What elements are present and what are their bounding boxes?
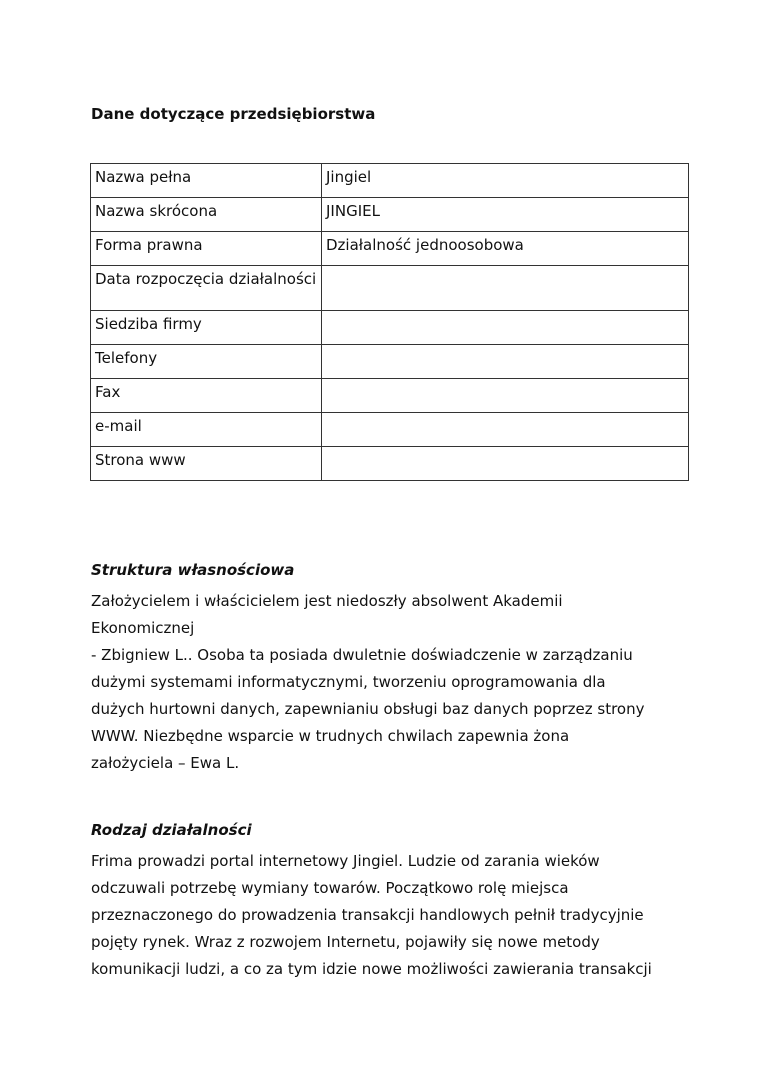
section-heading: Struktura własnościowa	[91, 561, 295, 579]
paragraph-line: komunikacji ludzi, a co za tym idzie nowe możliwości zawierania transakcji	[91, 960, 652, 978]
table-row	[91, 311, 689, 345]
paragraph-line: Założycielem i właścicielem jest niedoszły absolwent Akademii	[91, 592, 563, 610]
row-label: Data rozpoczęcia działalności	[91, 266, 322, 311]
paragraph-line: dużymi systemami informatycznymi, tworzeniu oprogramowania dla	[91, 673, 606, 691]
row-value: Działalność jednoosobowa	[322, 232, 689, 266]
table-row	[91, 345, 689, 379]
row-label: Forma prawna	[91, 232, 322, 266]
section-business-type	[91, 820, 691, 983]
row-value: JINGIEL	[322, 198, 689, 232]
paragraph-line: założyciela – Ewa L.	[91, 754, 240, 772]
paragraph-line: WWW. Niezbędne wsparcie w trudnych chwilach zapewnia żona	[91, 727, 570, 745]
paragraph-line: - Zbigniew L.. Osoba ta posiada dwuletnie doświadczenie w zarządzaniu	[91, 646, 633, 664]
company-data-table	[90, 163, 689, 481]
table-row	[91, 232, 689, 266]
row-value	[322, 447, 689, 481]
table-row	[91, 379, 689, 413]
row-label: Siedziba firmy	[91, 311, 322, 345]
section-ownership	[91, 560, 691, 777]
row-value	[322, 379, 689, 413]
row-label: Nazwa pełna	[91, 164, 322, 198]
document-title: Dane dotyczące przedsiębiorstwa	[91, 105, 376, 123]
paragraph-line: dużych hurtowni danych, zapewnianiu obsługi baz danych poprzez strony	[91, 700, 645, 718]
section-heading: Rodzaj działalności	[91, 821, 252, 839]
row-value	[322, 345, 689, 379]
row-value	[322, 413, 689, 447]
paragraph-line: odczuwali potrzebę wymiany towarów. Początkowo rolę miejsca	[91, 879, 569, 897]
row-value: Jingiel	[322, 164, 689, 198]
row-label: Strona www	[91, 447, 322, 481]
table-row	[91, 266, 689, 311]
row-label: Telefony	[91, 345, 322, 379]
table-row	[91, 164, 689, 198]
row-value	[322, 266, 689, 311]
row-label: e-mail	[91, 413, 322, 447]
row-label: Nazwa skrócona	[91, 198, 322, 232]
row-label: Fax	[91, 379, 322, 413]
paragraph-line: przeznaczonego do prowadzenia transakcji handlowych pełnił tradycyjnie	[91, 906, 644, 924]
table-row	[91, 447, 689, 481]
row-value	[322, 311, 689, 345]
table-row	[91, 413, 689, 447]
table-row	[91, 198, 689, 232]
paragraph-line: Ekonomicznej	[91, 619, 195, 637]
paragraph-line: Frima prowadzi portal internetowy Jingiel. Ludzie od zarania wieków	[91, 852, 600, 870]
paragraph-line: pojęty rynek. Wraz z rozwojem Internetu, pojawiły się nowe metody	[91, 933, 600, 951]
